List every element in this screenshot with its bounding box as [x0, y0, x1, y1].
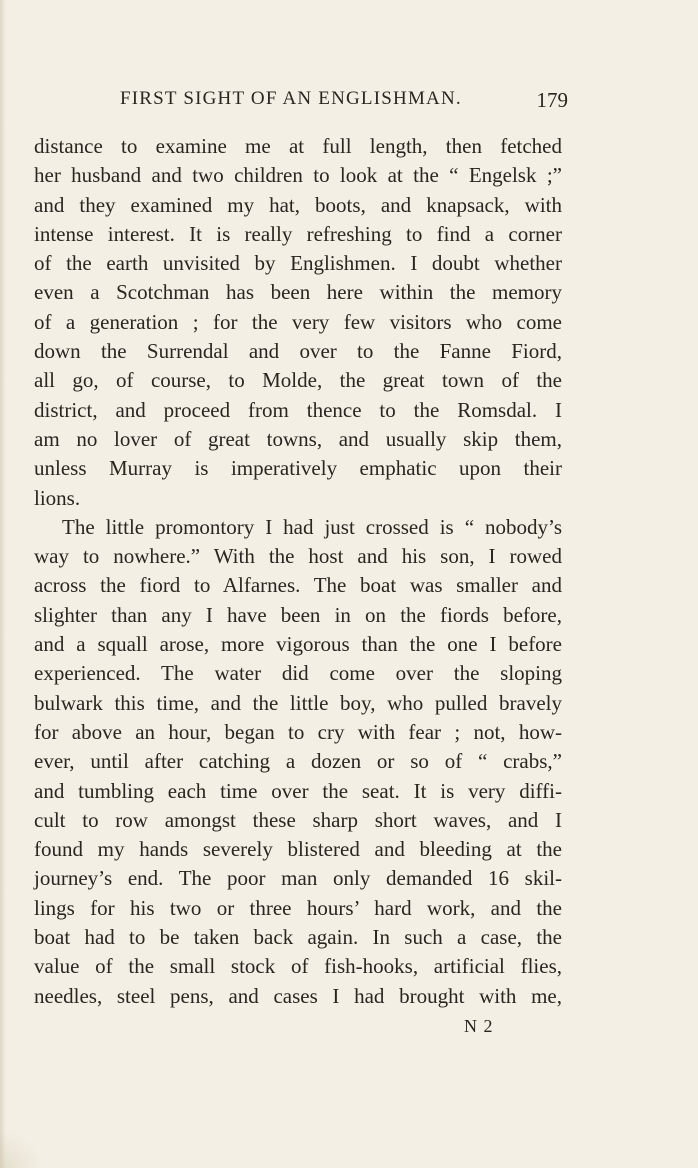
text-line: her husband and two children to look at the “ Engelsk ;” — [34, 163, 562, 188]
text-line: unless Murray is imperatively emphatic upon their — [34, 456, 562, 481]
text-line: for above an hour, began to cry with fear ; not, how- — [34, 719, 562, 744]
text-line: and tumbling each time over the seat. It is very diffi- — [34, 778, 562, 803]
body-text — [34, 132, 562, 1011]
text-line: slighter than any I have been in on the fiords before, — [34, 602, 562, 627]
text-line: of the earth unvisited by Englishmen. I doubt whether — [34, 251, 562, 276]
text-line: even a Scotchman has been here within the memory — [34, 280, 562, 305]
text-line: across the fiord to Alfarnes. The boat was smaller and — [34, 573, 562, 598]
paragraph-first-line: The little promontory I had just crossed is “ nobody’s — [62, 514, 562, 539]
text-line: am no lover of great towns, and usually skip them, — [34, 426, 562, 451]
text-line: intense interest. It is really refreshing to find a corner — [34, 221, 562, 246]
text-line: all go, of course, to Molde, the great town of the — [34, 368, 562, 393]
text-line: down the Surrendal and over to the Fanne Fiord, — [34, 339, 562, 364]
text-line: experienced. The water did come over the sloping — [34, 661, 562, 686]
text-line: lions. — [34, 485, 81, 510]
text-line: value of the small stock of fish-hooks, artificial flies, — [34, 954, 562, 979]
text-line: distance to examine me at full length, then fetched — [34, 134, 562, 158]
text-line: cult to row amongst these sharp short waves, and I — [34, 807, 562, 832]
text-line: journey’s end. The poor man only demanded 16 skil- — [34, 866, 562, 891]
page-number: 179 — [536, 88, 568, 112]
text-line: ever, until after catching a dozen or so of “ crabs,” — [34, 749, 562, 774]
running-header — [120, 88, 568, 118]
paper-stain — [0, 1130, 42, 1168]
running-title: FIRST SIGHT OF AN ENGLISHMAN. — [120, 88, 462, 109]
text-line: needles, steel pens, and cases I had brought with me, — [34, 983, 562, 1008]
text-line: boat had to be taken back again. In such a case, the — [34, 925, 562, 950]
text-line: lings for his two or three hours’ hard work, and the — [34, 895, 562, 920]
text-line: and they examined my hat, boots, and knapsack, with — [34, 192, 562, 217]
text-line: district, and proceed from thence to the Romsdal. I — [34, 397, 562, 422]
text-line: bulwark this time, and the little boy, who pulled bravely — [34, 690, 562, 715]
text-line: found my hands severely blistered and bleeding at the — [34, 837, 562, 862]
signature-mark: N 2 — [464, 1016, 494, 1036]
text-line: and a squall arose, more vigorous than the one I before — [34, 632, 562, 657]
text-line: way to nowhere.” With the host and his son, I rowed — [34, 544, 562, 569]
text-line: of a generation ; for the very few visitors who come — [34, 309, 562, 334]
page-edge-shadow — [0, 0, 6, 1168]
